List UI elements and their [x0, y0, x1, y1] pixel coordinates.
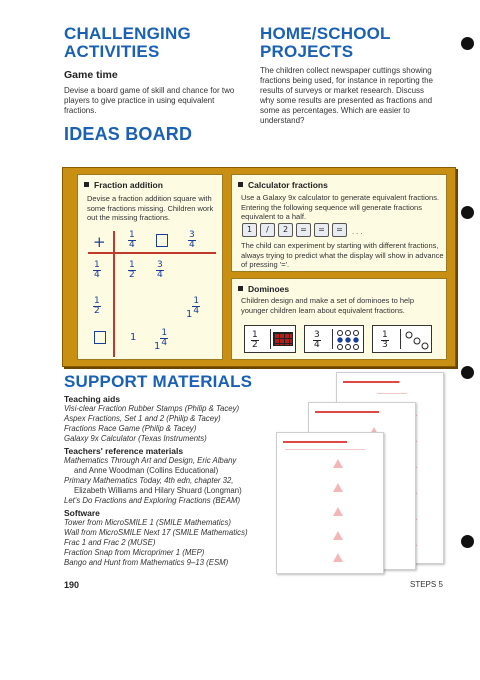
header-fraction-1: $\frac{1}{4}$	[129, 230, 135, 250]
calc-key-equals-1: =	[296, 223, 311, 237]
domino-2-fraction: $\frac{3}{4}$	[314, 330, 320, 350]
calculator-title: Calculator fractions	[238, 180, 328, 190]
reference-4: Elizabeth Williams and Hilary Shuard (Longman)	[74, 486, 242, 495]
row1-fraction-3: $\frac{3}{4}$	[157, 260, 163, 280]
calc-key-2: 2	[278, 223, 293, 237]
software-4: Fraction Snap from Microprimer 1 (MEP)	[64, 548, 205, 557]
domino-2	[304, 325, 364, 353]
domino-divider	[270, 329, 271, 349]
software-heading: Software	[64, 508, 100, 518]
dominoes-title: Dominoes	[238, 284, 289, 294]
page-number: 190	[64, 580, 80, 590]
ideas-board	[62, 167, 456, 367]
software-2: Wall from MicroSMILE Next 17 (SMILE Mathematics)	[64, 528, 248, 537]
domino-1-grid-picture	[273, 332, 293, 346]
blank-box	[156, 234, 168, 247]
binder-hole-3	[461, 366, 474, 379]
worksheet-thumbnail-front	[276, 432, 384, 574]
plus-sign: +	[93, 233, 106, 251]
reference-3: Primary Mathematics Today, 4th edn, chapter 32,	[64, 476, 234, 485]
binder-hole-1	[461, 37, 474, 50]
home-school-heading: HOME/SCHOOL PROJECTS	[260, 24, 391, 61]
bullet-square-icon	[238, 182, 243, 187]
calc-key-equals-3: =	[332, 223, 347, 237]
bullet-square-icon	[238, 286, 243, 291]
reference-1: Mathematics Through Art and Design, Eric Albany	[64, 456, 237, 465]
challenging-heading: CHALLENGING ACTIVITIES	[64, 24, 191, 61]
domino-3-circles-picture	[404, 329, 430, 351]
bullet-square-icon	[84, 182, 89, 187]
calc-key-slash: /	[260, 223, 275, 237]
fraction-addition-title: Fraction addition	[84, 180, 163, 190]
domino-3	[372, 325, 432, 353]
header-fraction-3: $\frac{3}{4}$	[189, 230, 195, 250]
grid-line-v	[113, 231, 115, 357]
blank-box	[94, 331, 106, 344]
row1-fraction-1: $\frac{1}{4}$	[94, 260, 100, 280]
ideas-board-heading: IDEAS BOARD	[64, 124, 193, 144]
calc-ellipsis: . . .	[352, 227, 363, 236]
domino-1-fraction: $\frac{1}{2}$	[252, 330, 258, 350]
domino-1	[244, 325, 296, 353]
series-name: STEPS 5	[410, 580, 443, 589]
domino-2-dots-picture	[336, 329, 362, 351]
fraction-addition-panel	[77, 174, 223, 360]
row2-mixed: 1 $\frac{1}{4}$	[186, 296, 200, 320]
domino-divider	[332, 329, 333, 349]
row2-fraction-1: $\frac{1}{2}$	[94, 296, 100, 316]
row1-fraction-2: $\frac{1}{2}$	[129, 260, 135, 280]
calculator-panel	[231, 174, 447, 272]
binder-hole-2	[461, 206, 474, 219]
software-1: Tower from MicroSMILE 1 (SMILE Mathematics)	[64, 518, 231, 527]
dominoes-text: Children design and make a set of dominoes to help younger children learn about equivalent fractions.	[241, 296, 415, 315]
teachers-reference-heading: Teachers' reference materials	[64, 446, 184, 456]
row3-mixed: 1 $\frac{1}{4}$	[154, 328, 168, 352]
software-3: Frac 1 and Frac 2 (MUSE)	[64, 538, 156, 547]
calculator-text-1: Use a Galaxy 9x calculator to generate equivalent fractions. Entering the following sequence will generate fractions equivalent to a half.	[241, 193, 440, 221]
support-heading: SUPPORT MATERIALS	[64, 372, 253, 391]
addition-square	[88, 231, 218, 359]
reference-5: Let's Do Fractions and Exploring Fractions (BEAM)	[64, 496, 241, 505]
fraction-addition-text: Devise a fraction addition square with some fractions missing. Children work out the missing fractions.	[87, 194, 214, 222]
calculator-text-2: The child can experiment by starting with different fractions, always trying to predict what the display will show in advance of pressing '='.	[241, 241, 444, 269]
game-time-text: Devise a board game of skill and chance for two players to give practice in using equivalent fractions.	[64, 86, 235, 115]
software-5: Bango and Hunt from Mathematics 9–13 (ESM)	[64, 558, 229, 567]
teaching-aid-2: Aspex Fractions, Set 1 and 2 (Philip & Tacey)	[64, 414, 221, 423]
teaching-aid-1: Visi-clear Fraction Rubber Stamps (Philip & Tacey)	[64, 404, 240, 413]
reference-2: and Anne Woodman (Collins Educational)	[74, 466, 219, 475]
dominoes-panel	[231, 278, 447, 360]
teaching-aid-4: Galaxy 9x Calculator (Texas Instruments)	[64, 434, 207, 443]
teaching-aids-heading: Teaching aids	[64, 394, 121, 404]
domino-3-fraction: $\frac{1}{3}$	[382, 330, 388, 350]
row3-value: 1	[130, 332, 137, 343]
binder-hole-4	[461, 535, 474, 548]
domino-divider	[400, 329, 401, 349]
calc-key-equals-2: =	[314, 223, 329, 237]
home-school-text: The children collect newspaper cuttings showing fractions being used, for instance in reporting the results of surveys or market research. Discuss why some results are presented as fractions and some as percentages. Which are easier to understand?	[260, 66, 433, 125]
game-time-heading: Game time	[64, 69, 118, 81]
calc-key-1: 1	[242, 223, 257, 237]
teaching-aid-3: Fractions Race Game (Philip & Tacey)	[64, 424, 197, 433]
grid-line-h	[88, 252, 216, 254]
